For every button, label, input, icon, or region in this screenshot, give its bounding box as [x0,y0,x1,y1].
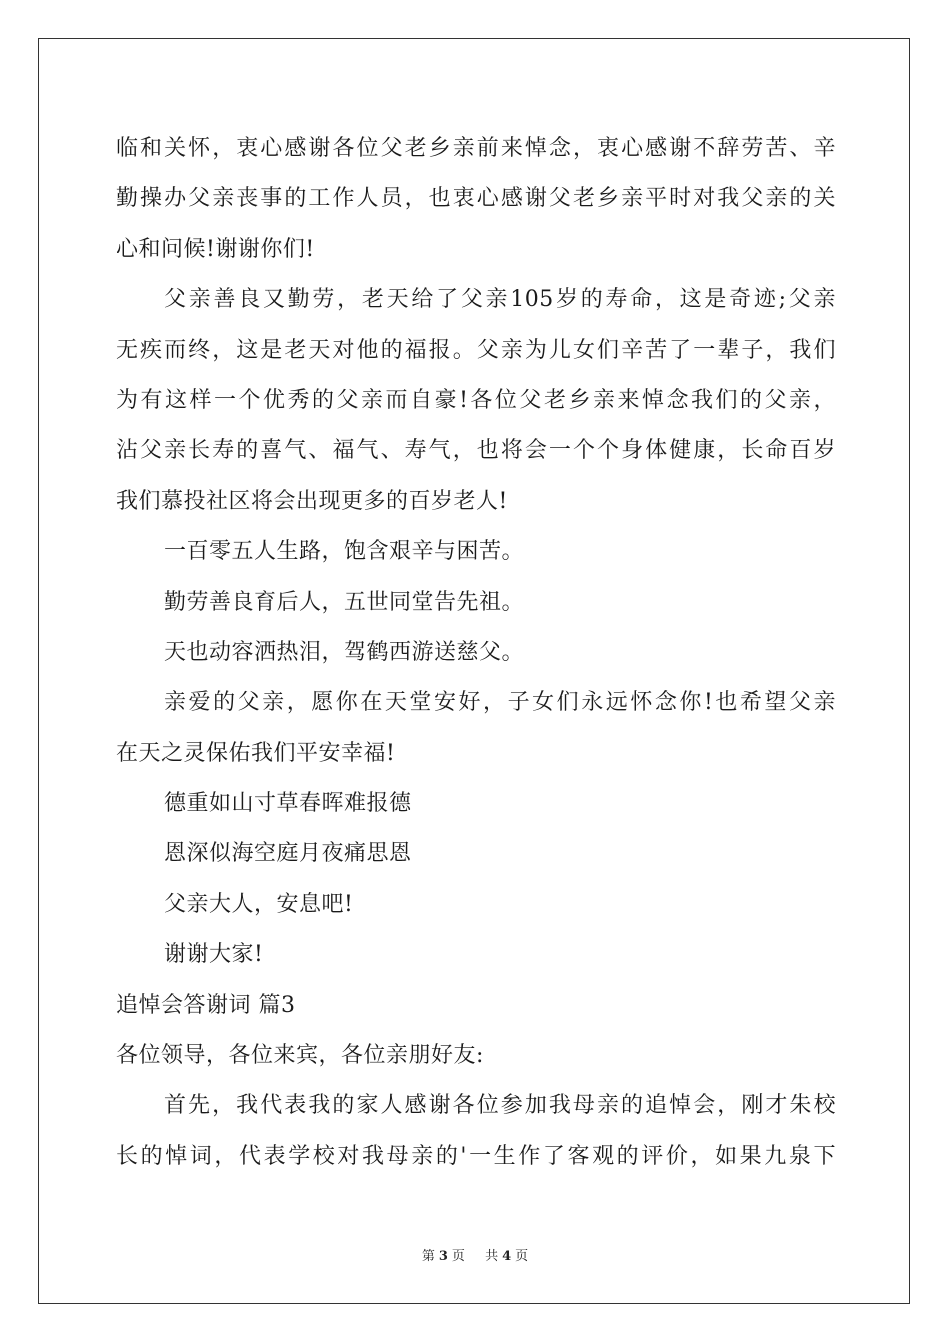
text-line: 父亲善良又勤劳，老天给了父亲105岁的寿命，这是奇迹;父亲 [164,287,836,313]
document-body [116,124,836,1182]
text-line: 无疾而终，这是老天对他的福报。父亲为儿女们辛苦了一辈子，我们 [116,337,836,363]
text-line: 为有这样一个优秀的父亲而自豪!各位父老乡亲来悼念我们的父亲， [116,387,836,413]
current-page: 3 [438,1249,448,1264]
verse-line: 一百零五人生路，饱含艰辛与困苦。 [164,539,525,565]
couplet-line: 德重如山寸草春晖难报德 [164,791,412,817]
text-line: 长的悼词，代表学校对我母亲的'一生作了客观的评价，如果九泉下 [116,1143,836,1169]
total-pages: 4 [502,1249,512,1264]
section-heading: 追悼会答谢词 篇3 [116,992,296,1018]
text-line: 首先，我代表我的家人感谢各位参加我母亲的追悼会，刚才朱校 [164,1093,836,1119]
text-line: 勤操办父亲丧事的工作人员，也衷心感谢父老乡亲平时对我父亲的关 [116,186,836,212]
page-total [481,1249,532,1264]
text-line: 父亲大人，安息吧! [164,891,354,917]
total-prefix: 共 [485,1249,499,1264]
verse-line: 勤劳善良育后人，五世同堂告先祖。 [164,589,525,615]
text-line: 心和问候!谢谢你们! [116,236,315,262]
text-line: 沾父亲长寿的喜气、福气、寿气，也将会一个个身体健康，长命百岁 [116,438,836,464]
page-prefix: 第 [421,1249,435,1264]
verse-line: 天也动容洒热泪，驾鹤西游送慈父。 [164,639,525,665]
text-line: 亲爱的父亲，愿你在天堂安好，子女们永远怀念你!也希望父亲 [164,690,836,716]
text-line: 谢谢大家! [164,942,264,968]
page-suffix: 页 [451,1249,465,1264]
couplet-line: 恩深似海空庭月夜痛思恩 [164,841,412,867]
page-footer [0,1245,950,1264]
salutation: 各位领导，各位来宾，各位亲朋好友: [116,1043,484,1069]
text-line: 在天之灵保佑我们平安幸福! [116,740,396,766]
text-line: 我们慕投社区将会出现更多的百岁老人! [116,488,508,514]
page-number [418,1249,469,1264]
total-suffix: 页 [515,1249,529,1264]
text-line: 临和关怀，衷心感谢各位父老乡亲前来悼念，衷心感谢不辞劳苦、辛 [116,136,836,161]
